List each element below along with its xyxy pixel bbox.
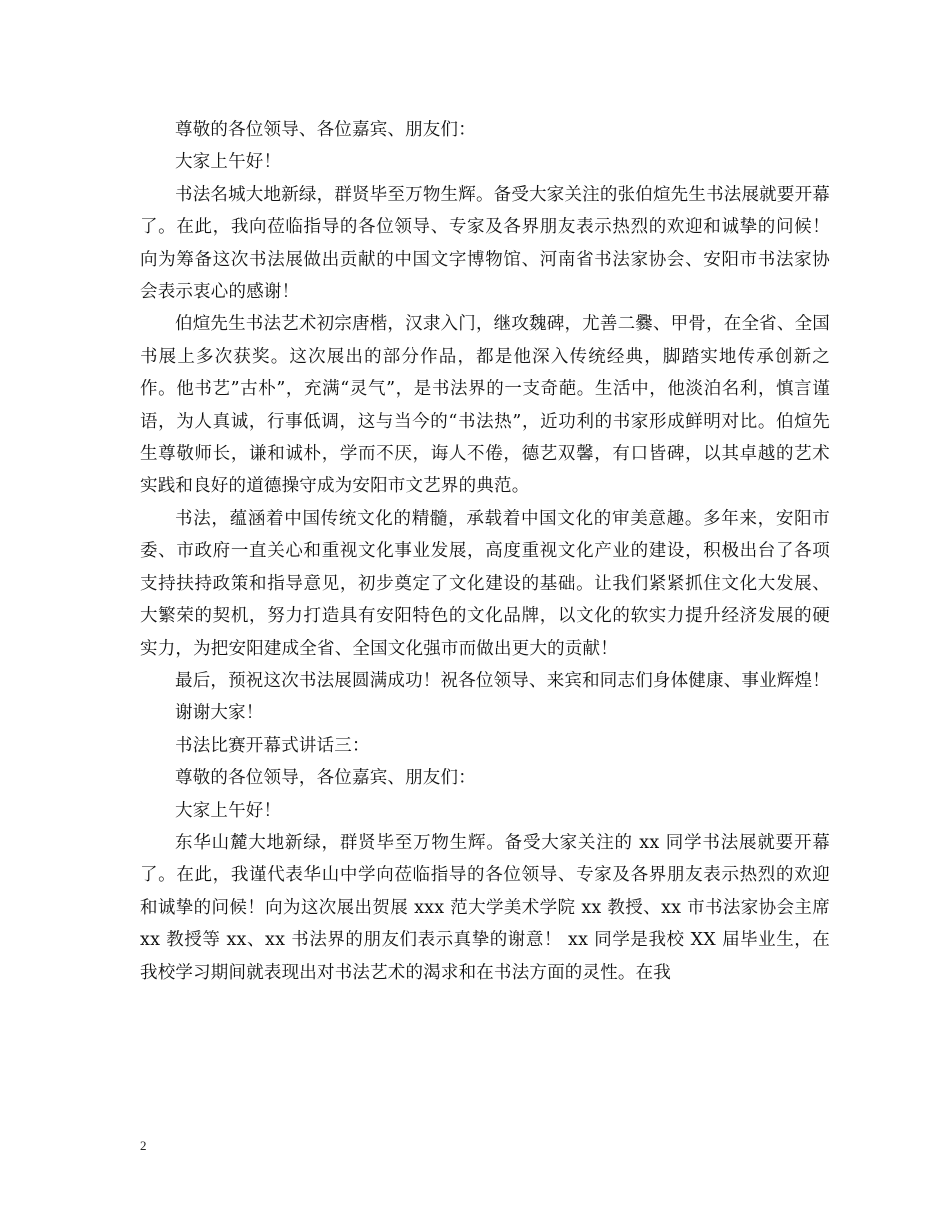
paragraph-greeting: 大家上午好！ xyxy=(175,152,282,173)
document-body xyxy=(140,114,830,989)
section-heading: 书法比赛开幕式讲话三： xyxy=(175,735,370,756)
paragraph-opening-2: 东华山麓大地新绿，群贤毕至万物生辉。备受大家关注的 xx 同学书法展就要开幕了。在此，我谨代表华山中学向莅临指导的各位领导、专家及各界朋友表示热烈的欢迎和诚挚的问候！向为这次展出贺展 xxx 范大学美术学院 xx 教授、xx 市书法家协会主席 xx 教授等 xx、xx 书法界的朋友们表示真挚的谢意！ xx 同学是我校 XX 届毕业生，在我校学习期间就表现出对书法艺术的渴求和在书法方面的灵性。在我 xyxy=(140,832,830,983)
paragraph-thanks: 谢谢大家！ xyxy=(175,703,264,724)
paragraph-salutation-2: 尊敬的各位领导，各位嘉宾、朋友们： xyxy=(175,768,476,789)
paragraph-culture: 书法，蕴涵着中国传统文化的精髓，承载着中国文化的审美意趣。多年来，安阳市委、市政府一直关心和重视文化事业发展，高度重视文化产业的建设，积极出台了各项支持扶持政策和指导意见，初步奠定了文化建设的基础。让我们紧紧抓住文化大发展、大繁荣的契机，努力打造具有安阳特色的文化品牌，以文化的软实力提升经济发展的硬实力，为把安阳建成全省、全国文化强市而做出更大的贡献！ xyxy=(140,508,830,659)
paragraph-salutation: 尊敬的各位领导、各位嘉宾、朋友们： xyxy=(175,120,476,140)
page-number: 2 xyxy=(140,1138,147,1153)
paragraph-closing-wishes: 最后，预祝这次书法展圆满成功！祝各位领导、来宾和同志们身体健康、事业辉煌！ xyxy=(175,670,830,691)
paragraph-greeting-2: 大家上午好！ xyxy=(175,800,282,821)
paragraph-artist-intro: 伯煊先生书法艺术初宗唐楷，汉隶入门，继攻魏碑，尤善二爨、甲骨，在全省、全国书展上多次获奖。这次展出的部分作品，都是他深入传统经典，脚踏实地传承创新之作。他书艺”古朴”，充满“灵气”，是书法界的一支奇葩。生活中，他淡泊名利，慎言谨语，为人真诚，行事低调，这与当今的“书法热”，近功利的书家形成鲜明对比。伯煊先生尊敬师长，谦和诚朴，学而不厌，诲人不倦，德艺双馨，有口皆碑，以其卓越的艺术实践和良好的道德操守成为安阳市文艺界的典范。 xyxy=(140,314,830,497)
paragraph-opening: 书法名城大地新绿，群贤毕至万物生辉。备受大家关注的张伯煊先生书法展就要开幕了。在此，我向莅临指导的各位领导、专家及各界朋友表示热烈的欢迎和诚挚的问候！向为筹备这次书法展做出贡献的中国文字博物馆、河南省书法家协会、安阳市书法家协会表示衷心的感谢！ xyxy=(140,184,830,303)
